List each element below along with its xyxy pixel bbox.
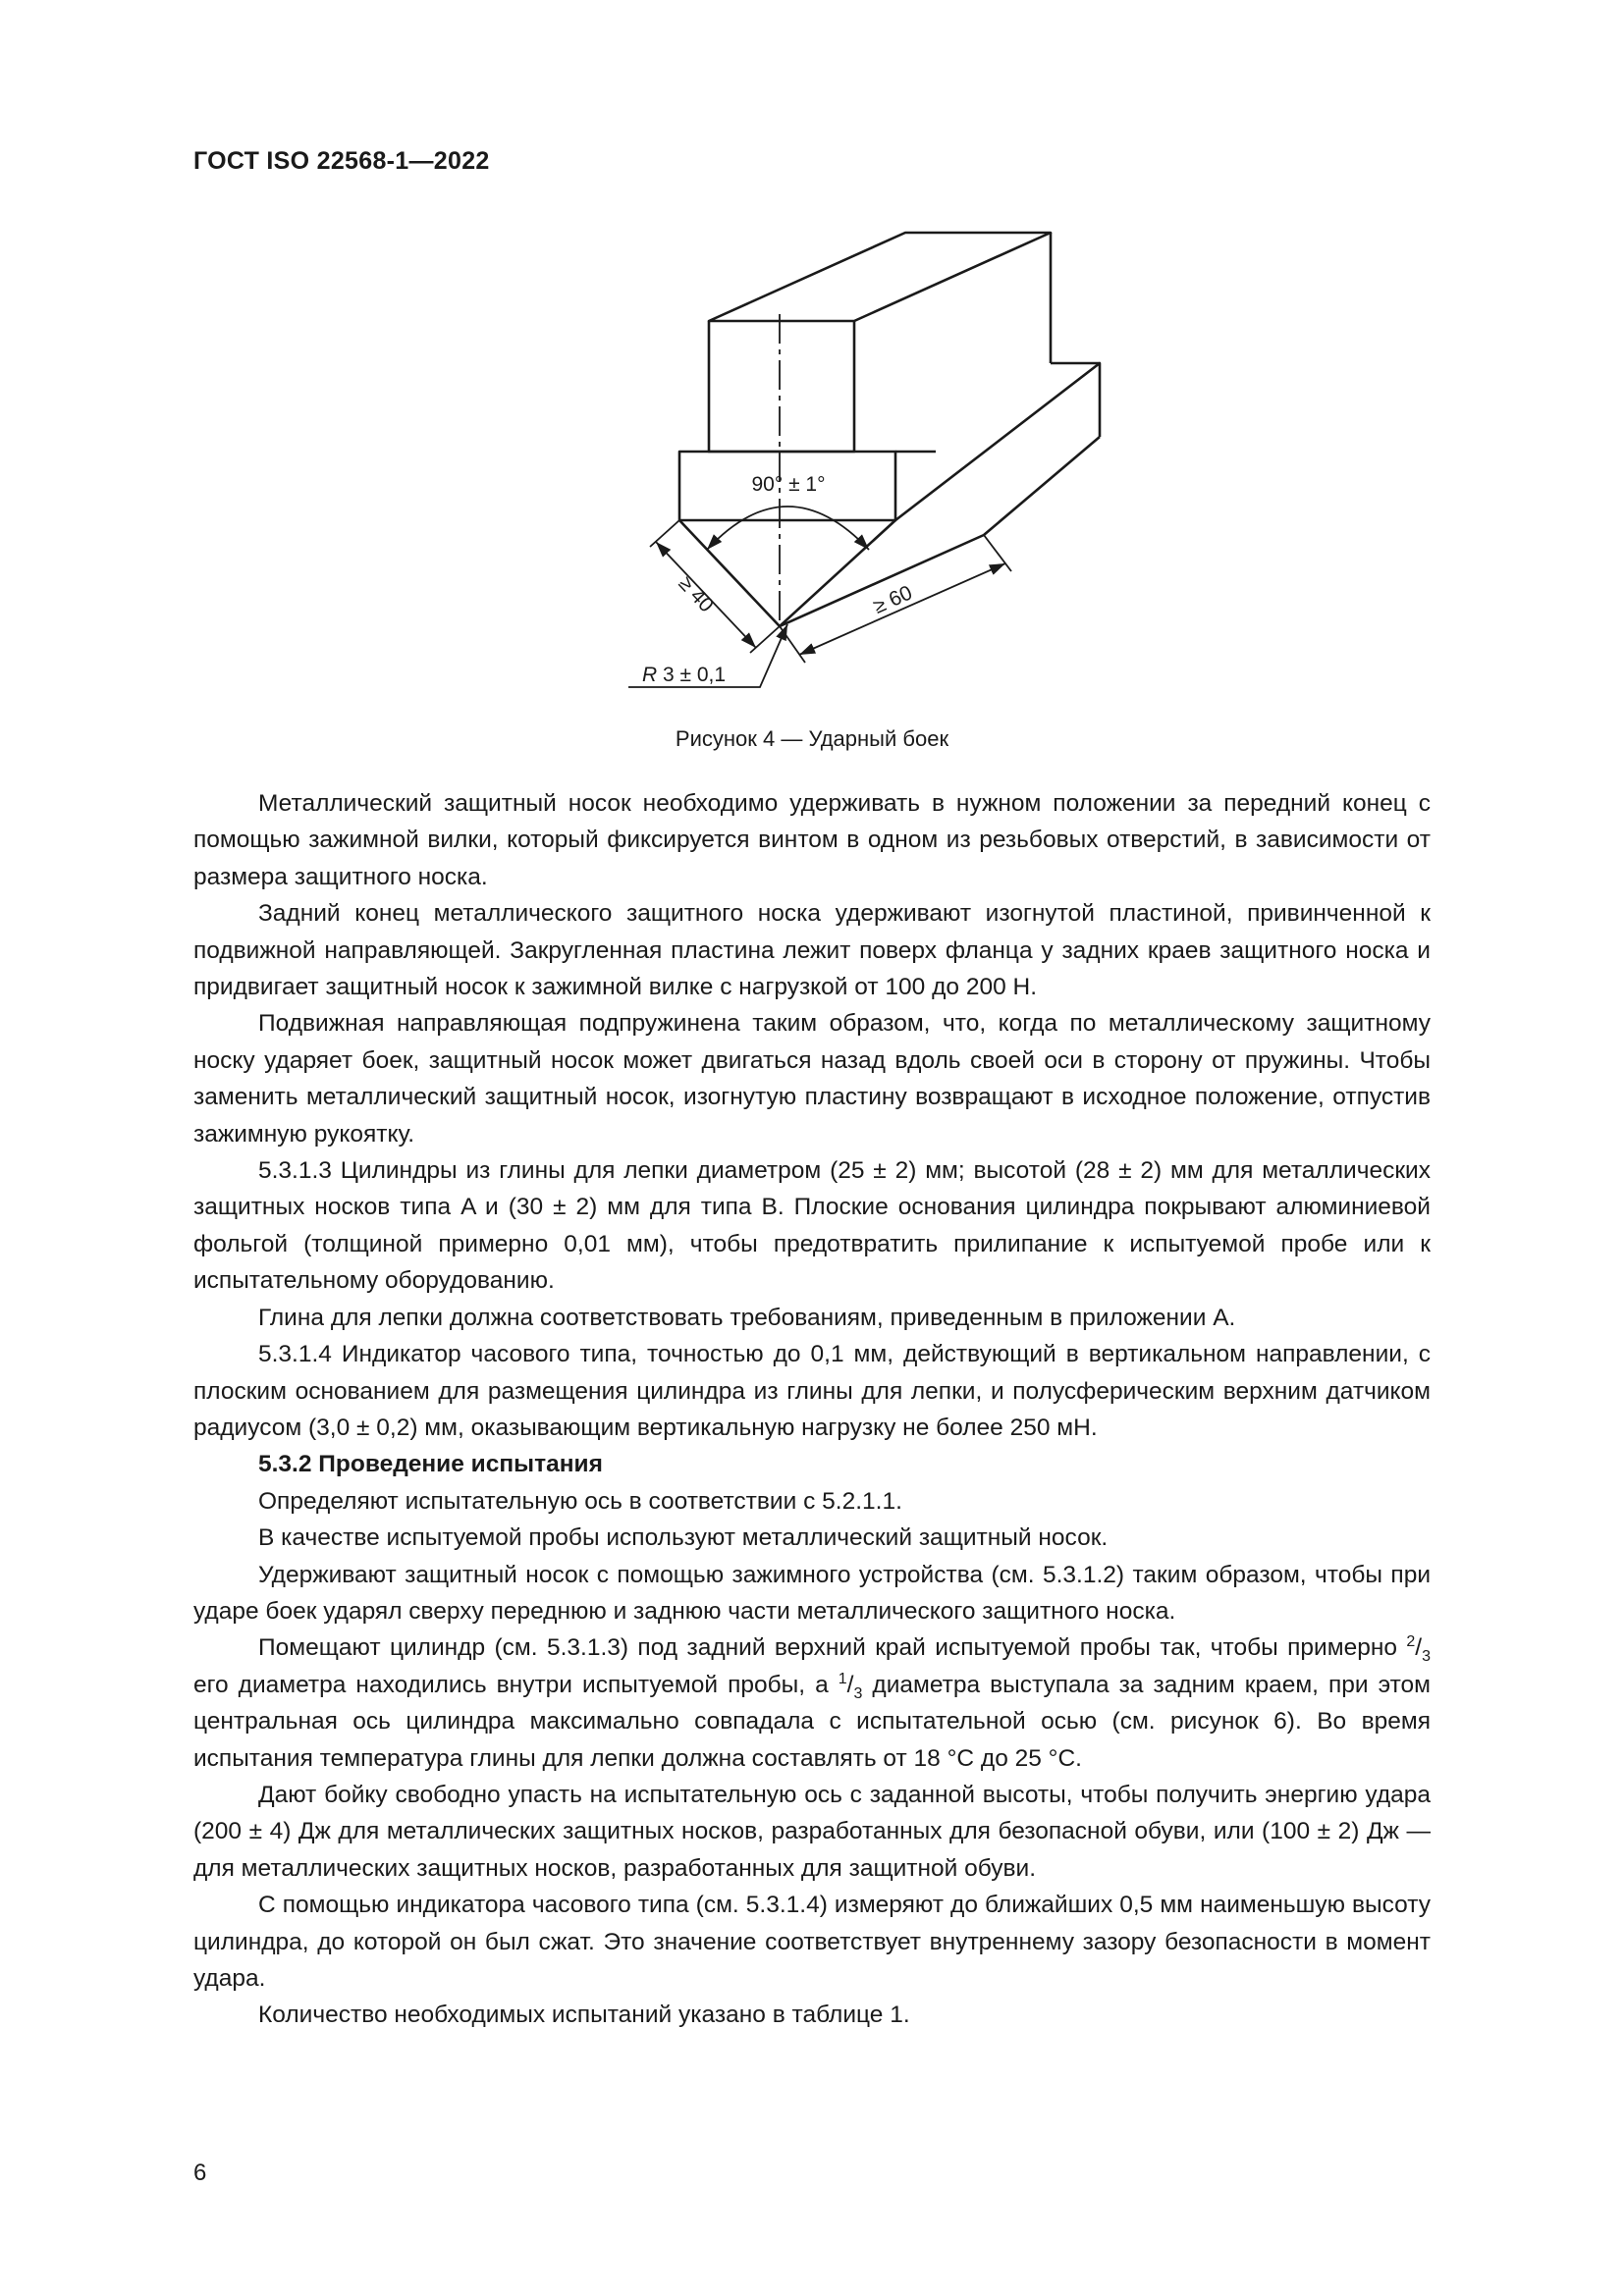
side-dimension-label: ≥ 40 (674, 571, 719, 617)
paragraph: Количество необходимых испытаний указано в таблице 1. (258, 2002, 910, 2029)
striker-drawing (589, 206, 1139, 736)
document-header: ГОСТ ISO 22568-1—2022 (193, 147, 490, 175)
text-run: Помещают цилиндр (см. 5.3.1.3) под задний верхний край испытуемой пробы так, чтобы примерно (258, 1634, 1407, 1662)
paragraph: Подвижная направляющая подпружинена таким образом, что, когда по металлическому защитному носку ударяет боек, защитный носок может двигаться назад вдоль своей оси в сторону от пружины. Чтобы заменить металлический защитный носок, изогнутую пластину возвращают в исходное положение, отпустив зажимную рукоятку. (193, 1010, 1431, 1148)
fraction-denominator: 3 (853, 1684, 863, 1702)
radius-symbol: R (642, 664, 658, 686)
fraction-denominator: 3 (1422, 1648, 1431, 1666)
fraction-numerator: 2 (1406, 1633, 1416, 1651)
radius-value: 3 ± 0,1 (657, 664, 727, 686)
paragraph: В качестве испытуемой пробы используют металлический защитный носок. (258, 1524, 1109, 1552)
paragraph: С помощью индикатора часового типа (см. 5.3.1.4) измеряют до ближайших 0,5 мм наименьшую высоту цилиндра, до которой он был сжат. Это значение соответствует внутреннему зазору безопасности в момент удара. (193, 1892, 1431, 1992)
striker-outline (679, 233, 1100, 626)
paragraph: Глина для лепки должна соответствовать требованиям, приведенным в приложении А. (258, 1304, 1236, 1331)
paragraph: Металлический защитный носок необходимо удерживать в нужном положении за передний конец с помощью зажимной вилки, который фиксируется винтом в одном из резьбовых отверстий, в зависимости от размера защитного носка. (193, 790, 1431, 890)
angle-arc (707, 507, 869, 550)
text-run: диаметра выступала за задним краем, при этом центральная ось цилиндра максимально совпадала с испытательной осью (см. рисунок 6). Во время испытания температура глины для лепки должна составлять от 18 °C до 25 °C. (193, 1671, 1431, 1772)
paragraph: 5.3.1.4 Индикатор часового типа, точностью до 0,1 мм, действующий в вертикальном направлении, с плоским основанием для размещения цилиндра из глины для лепки, и полусферическим верхним датчиком радиусом (3,0 ± 0,2) мм, оказывающим вертикальную нагрузку не более 250 мН. (193, 1341, 1431, 1441)
text-run: его диаметра находились внутри испытуемой пробы, а (193, 1671, 839, 1698)
radius-label (642, 664, 726, 686)
paragraph: Определяют испытательную ось в соответствии с 5.2.1.1. (258, 1487, 902, 1515)
paragraph: Удерживают защитный носок с помощью зажимного устройства (см. 5.3.1.2) таким образом, чтобы при ударе боек ударял сверху переднюю и заднюю части металлического защитного носка. (193, 1561, 1431, 1625)
body-text (193, 785, 1431, 2034)
paragraph: Дают бойку свободно упасть на испытательную ось с заданной высоты, чтобы получить энергию удара (200 ± 4) Дж для металлических защитных носков, разработанных для безопасной обуви, или (100 ± 2) Дж — для металлических защитных носков, разработанных для защитной обуви. (193, 1781, 1431, 1882)
figure-caption: Рисунок 4 — Ударный боек (675, 726, 949, 751)
fraction-numerator: 1 (838, 1670, 847, 1687)
page-number: 6 (193, 2160, 207, 2186)
striker-figure (589, 206, 1139, 736)
paragraph-cylinder: Помещают цилиндр (см. 5.3.1.3) под задний верхний край испытуемой пробы так, чтобы примерно $^2/_3$ его диаметра находились внутри испытуемой пробы, а $^1/_3$ диаметра выступала за задним краем, при этом центральная ось цилиндра максимально совпадала с испытательной осью (см. рисунок 6). Во время испытания температура глины для лепки должна составлять от 18 °C до 25 °C. (193, 1633, 1431, 1772)
paragraph: Задний конец металлического защитного носка удерживают изогнутой пластиной, привинченной к подвижной направляющей. Закругленная пластина лежит поверх фланца у задних краев защитного носка и придвигает защитный носок к зажимной вилке с нагрузкой от 100 до 200 Н. (193, 900, 1431, 1001)
paragraph: 5.3.1.3 Цилиндры из глины для лепки диаметром (25 ± 2) мм; высотой (28 ± 2) мм для металлических защитных носков типа A и (30 ± 2) мм для типа B. Плоские основания цилиндра покрывают алюминиевой фольгой (толщиной примерно 0,01 мм), чтобы предотвратить прилипание к испытуемой пробе или к испытательному оборудованию. (193, 1157, 1431, 1295)
angle-label: 90° ± 1° (751, 473, 826, 496)
dimension-side (650, 520, 780, 653)
length-dimension-label: ≥ 60 (870, 581, 916, 618)
section-heading: 5.3.2 Проведение испытания (258, 1451, 603, 1478)
